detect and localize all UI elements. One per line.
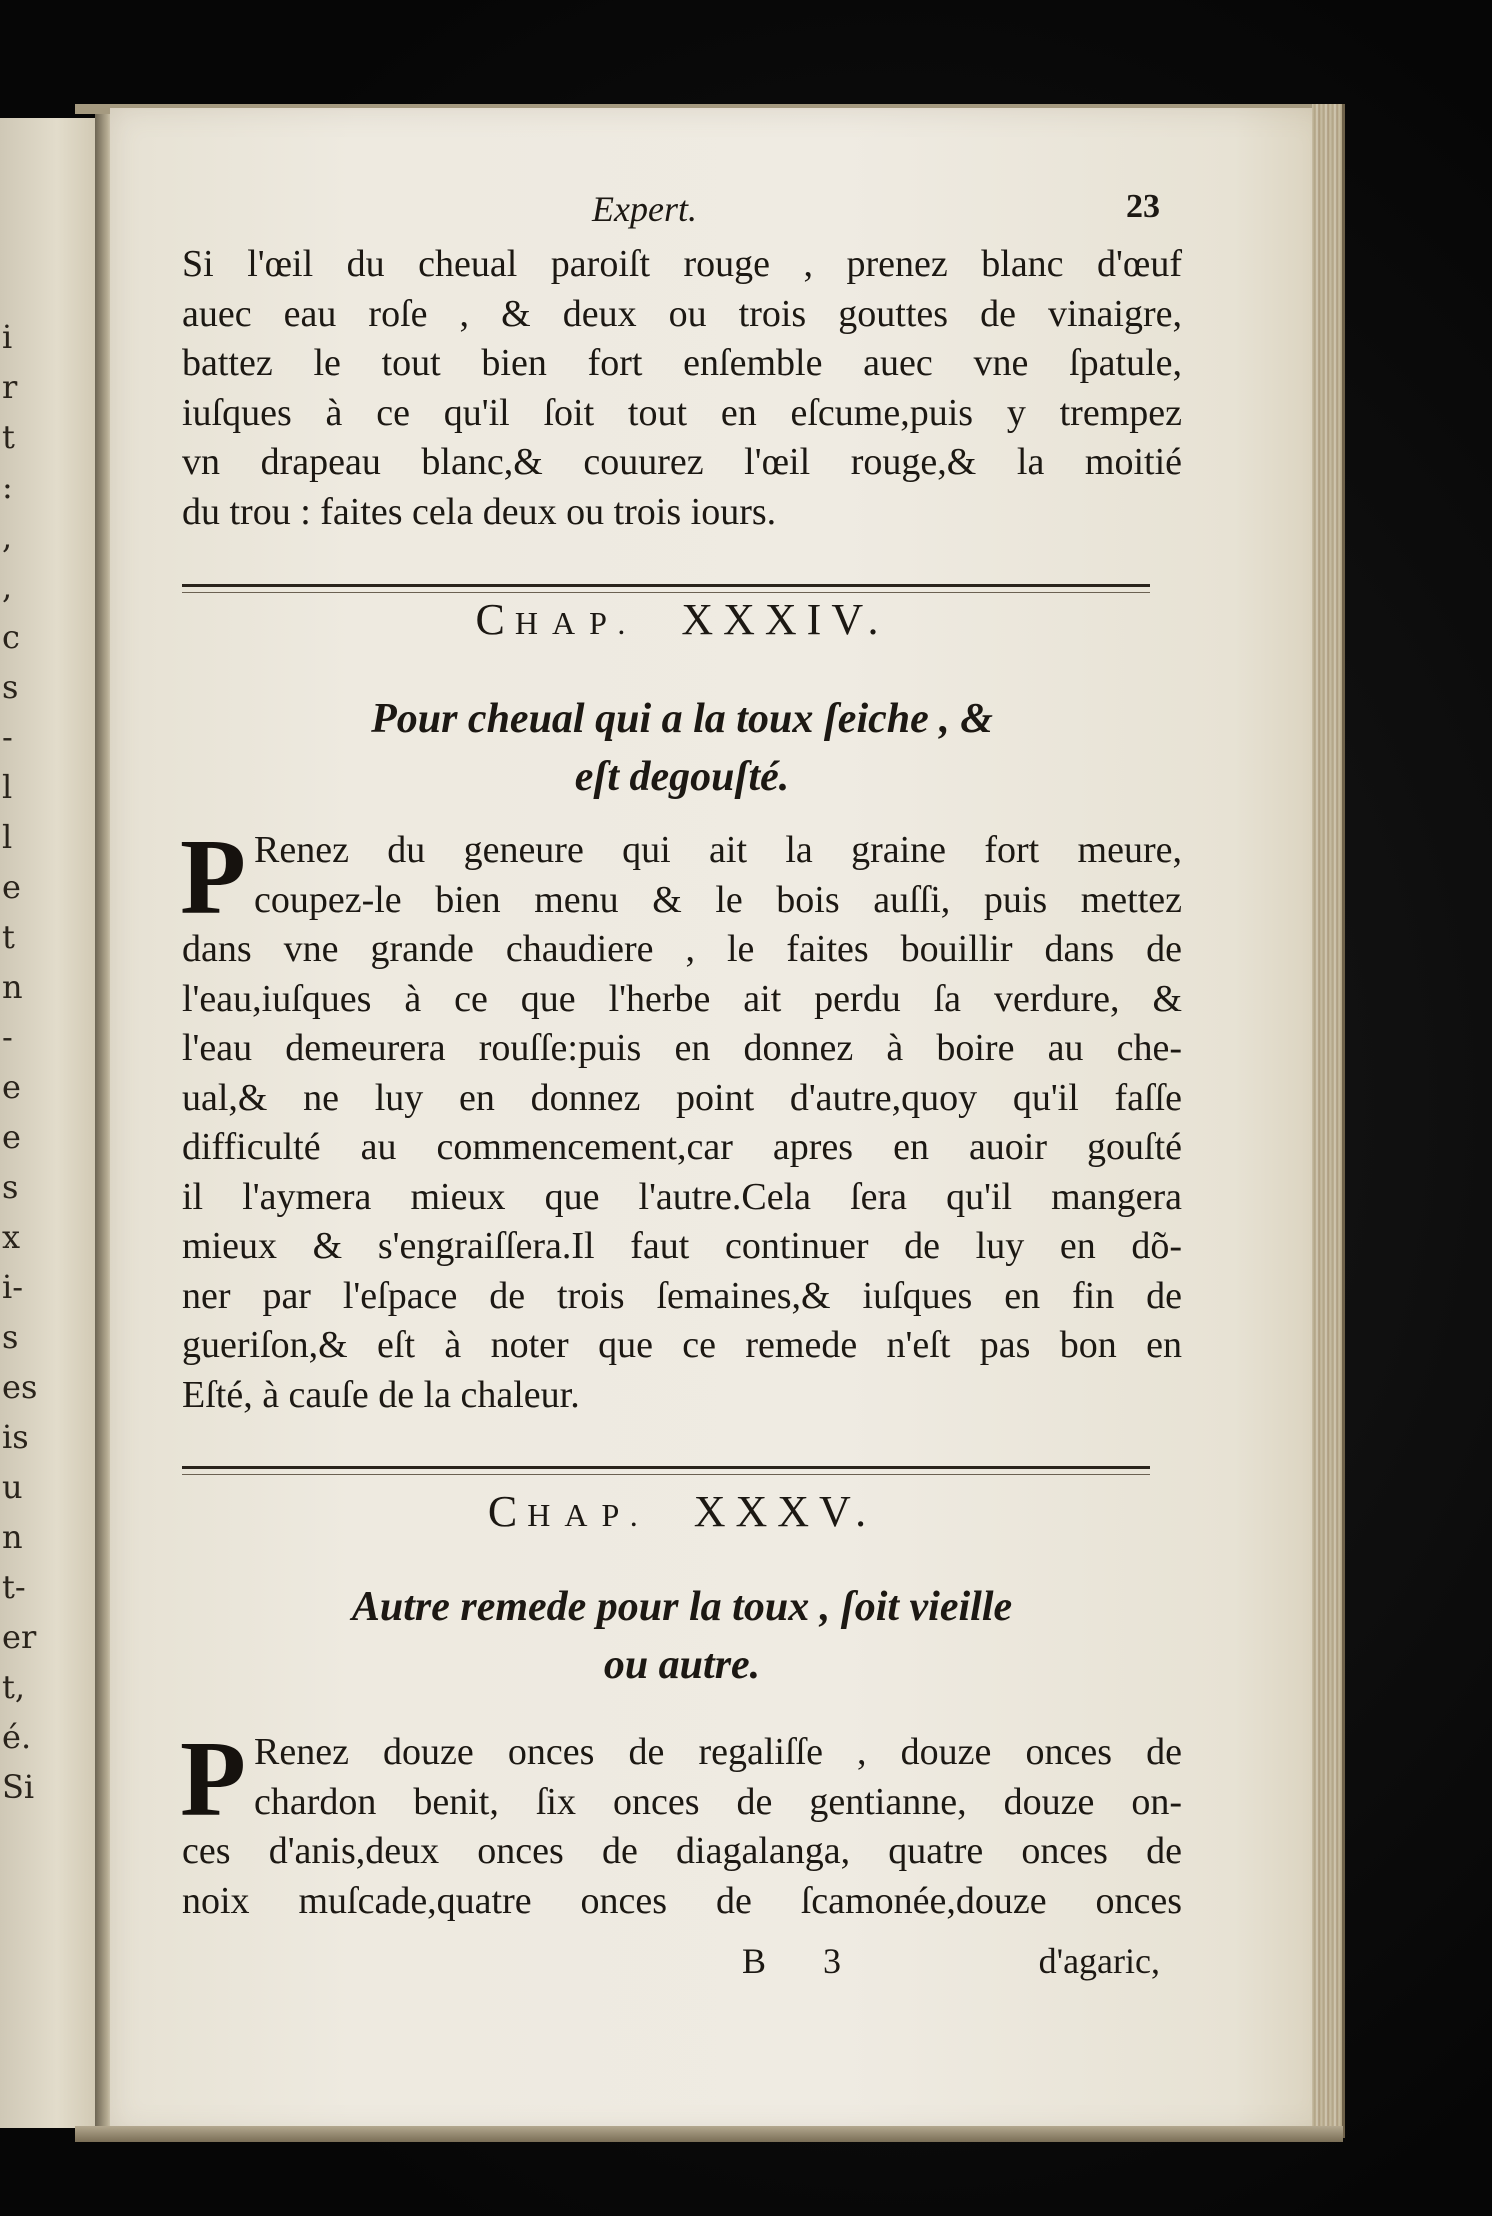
left-margin-fragment: - [2, 1018, 13, 1056]
left-margin-fragment: er [2, 1618, 37, 1656]
text-line: dans vne grande chaudiere , le faites bouillir dans de [182, 928, 1182, 970]
left-margin-fragment: : [2, 468, 13, 506]
text-line: Renez du geneure qui ait la graine fort meure, [253, 829, 1182, 871]
left-margin-fragment: , [2, 518, 13, 556]
text-line: battez le tout bien fort enſemble auec vne ſpatule, [182, 342, 1182, 384]
left-margin-fragment: u [2, 1468, 23, 1506]
left-margin-fragment: t [2, 418, 15, 456]
left-margin-fragment: i [2, 318, 13, 356]
section-rule [182, 584, 1150, 593]
chapter-35-label-small: HAP. [527, 1497, 652, 1533]
left-margin-fragment: t- [2, 1568, 26, 1606]
chapter-35-number: XXXV. [693, 1487, 877, 1536]
left-margin-fragment: t [2, 918, 15, 956]
chapter-34-number: XXXIV. [681, 595, 889, 644]
text-line: Eſté, à cauſe de la chaleur. [182, 1373, 580, 1416]
page-footer [182, 1940, 1182, 1990]
left-margin-fragment: - [2, 718, 13, 756]
left-margin-fragment: is [2, 1418, 29, 1456]
left-page-margin-text [0, 118, 40, 2128]
page-number: 23 [1126, 188, 1160, 225]
text-line: il l'aymera mieux que l'autre.Cela ſera qu'il mangera [182, 1175, 1182, 1218]
text-line: noix muſcade,quatre onces de ſcamonée,douze onces [182, 1879, 1182, 1922]
text-line: Renez douze onces de regaliſſe , douze onces de [253, 1731, 1182, 1773]
drop-cap: P [180, 818, 246, 937]
chapter-34-label [182, 594, 1182, 645]
left-margin-fragment: e [2, 868, 21, 906]
running-title: Expert. [592, 189, 697, 229]
running-head [182, 188, 1182, 240]
text-line: chardon benit, ſix onces de gentianne, douze on- [253, 1780, 1182, 1823]
chapter-35-heading-line1: Autre remede pour la toux , ſoit vieille [351, 1584, 1013, 1630]
chapter-35-heading-line2: ou autre. [603, 1642, 761, 1688]
left-margin-fragment: l [2, 768, 13, 806]
text-line: Si l'œil du cheual paroiſt rouge , prenez blanc d'œuf [182, 243, 1182, 285]
text-line: vn drapeau blanc,& couurez l'œil rouge,& la moitié [182, 441, 1182, 483]
left-margin-fragment: i- [2, 1268, 24, 1306]
paragraph-eye-remedy [182, 240, 1182, 537]
left-margin-fragment: , [2, 568, 13, 606]
text-line: iuſques à ce qu'il ſoit tout en eſcume,puis y trempez [182, 391, 1182, 434]
section-rule [182, 1466, 1150, 1475]
left-margin-fragment: s [2, 1168, 19, 1206]
chapter-34-label-big: C [475, 595, 515, 644]
text-line: coupez-le bien menu & le bois auſſi, puis mettez [253, 878, 1182, 921]
text-line: l'eau demeurera rouſſe:puis en donnez à boire au che- [182, 1027, 1182, 1069]
text-line: du trou : faites cela deux ou trois iours. [182, 490, 777, 533]
signature-mark: B 3 [742, 1941, 866, 1981]
drop-cap: P [180, 1720, 246, 1839]
left-margin-fragment: t, [2, 1668, 26, 1706]
left-page-edge [0, 118, 97, 2128]
chapter-34-heading [182, 690, 1182, 806]
text-line: ual,& ne luy en donnez point d'autre,quoy qu'il faſſe [182, 1076, 1182, 1119]
left-margin-fragment: e [2, 1068, 21, 1106]
page-bottom-edge [75, 2126, 1343, 2142]
left-margin-fragment: x [2, 1218, 21, 1256]
chapter-35-label-big: C [487, 1487, 528, 1536]
left-margin-fragment: s [2, 668, 19, 706]
text-line: gueriſon,& eſt à noter que ce remede n'eſt pas bon en [182, 1324, 1182, 1366]
chapter-34-label-small: HAP. [514, 605, 640, 641]
chapter-35-label [182, 1486, 1182, 1537]
text-line: difficulté au commencement,car apres en auoir gouſté [182, 1126, 1182, 1168]
page-fore-edge [1312, 104, 1345, 2138]
left-margin-fragment: n [2, 1518, 23, 1556]
left-margin-fragment: r [2, 368, 18, 406]
text-line: ner par l'eſpace de trois ſemaines,& iuſques en fin de [182, 1274, 1182, 1317]
chapter-34-body [180, 818, 1182, 1420]
left-margin-fragment: é. [2, 1718, 32, 1756]
catchword: d'agaric, [1038, 1941, 1160, 1981]
chapter-34-heading-line1: Pour cheual qui a la toux ſeiche , & [371, 696, 993, 742]
text-line: l'eau,iuſques à ce que l'herbe ait perdu ſa verdure, & [182, 977, 1182, 1020]
left-margin-fragment: e [2, 1118, 21, 1156]
text-line: ces d'anis,deux onces de diagalanga, quatre onces de [182, 1830, 1182, 1872]
left-margin-fragment: c [2, 618, 20, 656]
left-margin-fragment: n [2, 968, 23, 1006]
chapter-35-heading [182, 1578, 1182, 1694]
left-margin-fragment: es [2, 1368, 38, 1406]
chapter-34-heading-line2: eſt degouſté. [574, 754, 790, 800]
left-margin-fragment: Si [2, 1768, 35, 1806]
text-line: auec eau roſe , & deux ou trois gouttes de vinaigre, [182, 292, 1182, 335]
chapter-35-body [180, 1720, 1182, 1926]
left-margin-fragment: l [2, 818, 13, 856]
left-margin-fragment: s [2, 1318, 19, 1356]
text-line: mieux & s'engraiſſera.Il faut continuer de luy en dõ- [182, 1225, 1182, 1267]
